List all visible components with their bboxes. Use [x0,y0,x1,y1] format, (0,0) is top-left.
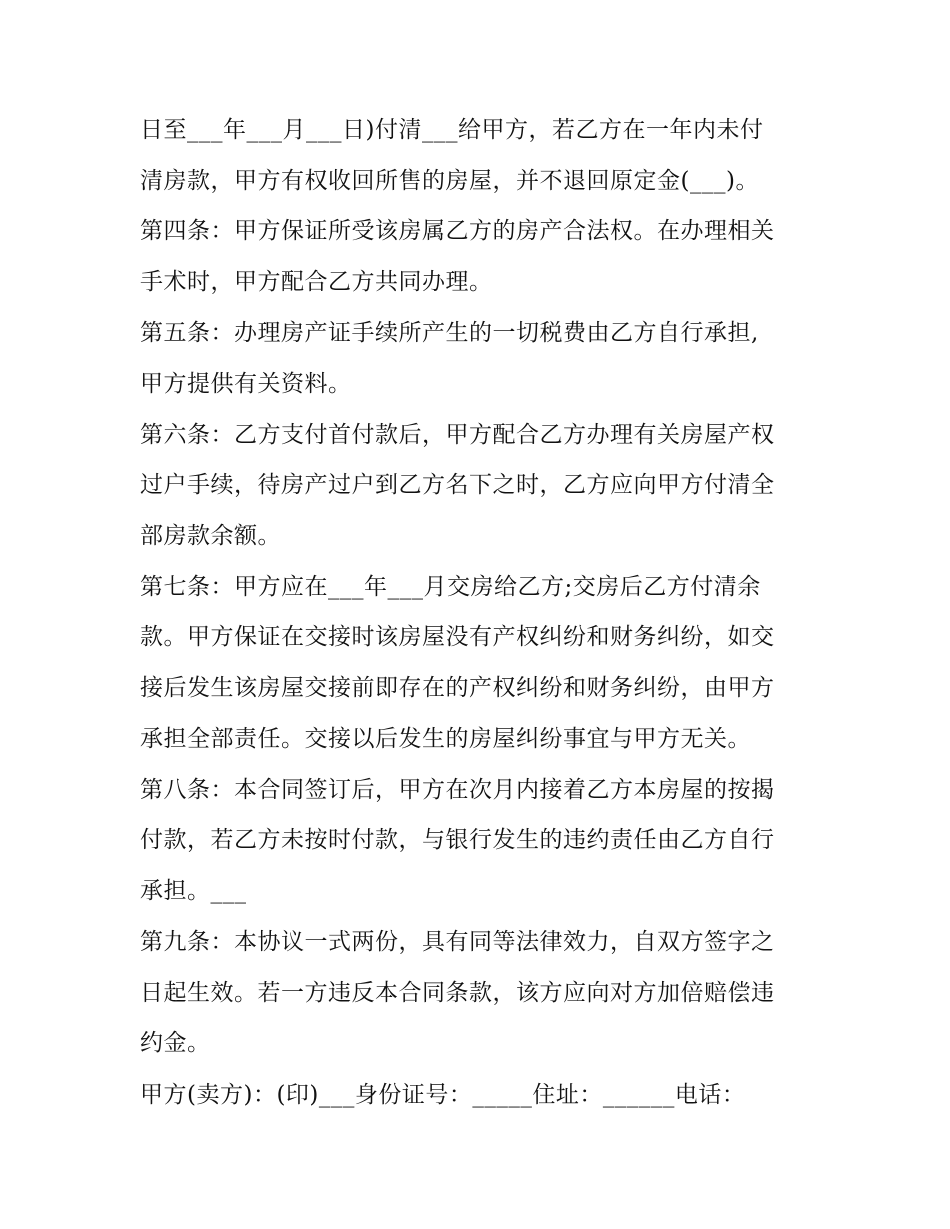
text-line: 承担全部责任。交接以后发生的房屋纠纷事宜与甲方无关。 [140,726,751,752]
text-line: 手术时，甲方配合乙方共同办理。 [140,269,493,295]
text-line: 第六条：乙方支付首付款后，甲方配合乙方办理有关房屋产权 [140,422,775,448]
text-line: 日起生效。若一方违反本合同条款，该方应向对方加倍赔偿违 [140,980,775,1006]
signature-line: 甲方(卖方)：(印)___身份证号：_____住址：______电话： [140,1082,746,1108]
text-line: 第五条：办理房产证手续所产生的一切税费由乙方自行承担, [140,320,759,346]
text-line: 第九条：本协议一式两份，具有同等法律效力，自双方签字之 [140,929,775,955]
text-line: 第八条：本合同签订后，甲方在次月内接着乙方本房屋的按揭 [140,777,775,803]
text-line: 部房款余额。 [140,523,281,549]
text-line: 款。甲方保证在交接时该房屋没有产权纠纷和财务纠纷，如交 [140,624,775,650]
text-line: 甲方提供有关资料。 [140,371,352,397]
text-line: 约金。 [140,1030,211,1056]
text-line: 承担。___ [140,878,247,904]
text-line: 日至___年___月___日)付清___给甲方，若乙方在一年内未付 [140,117,764,143]
text-line: 清房款，甲方有权收回所售的房屋，并不退回原定金(___)。 [140,168,759,194]
text-line: 付款，若乙方未按时付款，与银行发生的违约责任由乙方自行 [140,827,775,853]
text-line: 过户手续，待房产过户到乙方名下之时，乙方应向甲方付清全 [140,472,775,498]
text-line: 接后发生该房屋交接前即存在的产权纠纷和财务纠纷，由甲方 [140,675,775,701]
text-line: 第四条：甲方保证所受该房属乙方的房产合法权。在办理相关 [140,218,775,244]
text-line: 第七条：甲方应在___年___月交房给乙方;交房后乙方付清余 [140,574,761,600]
